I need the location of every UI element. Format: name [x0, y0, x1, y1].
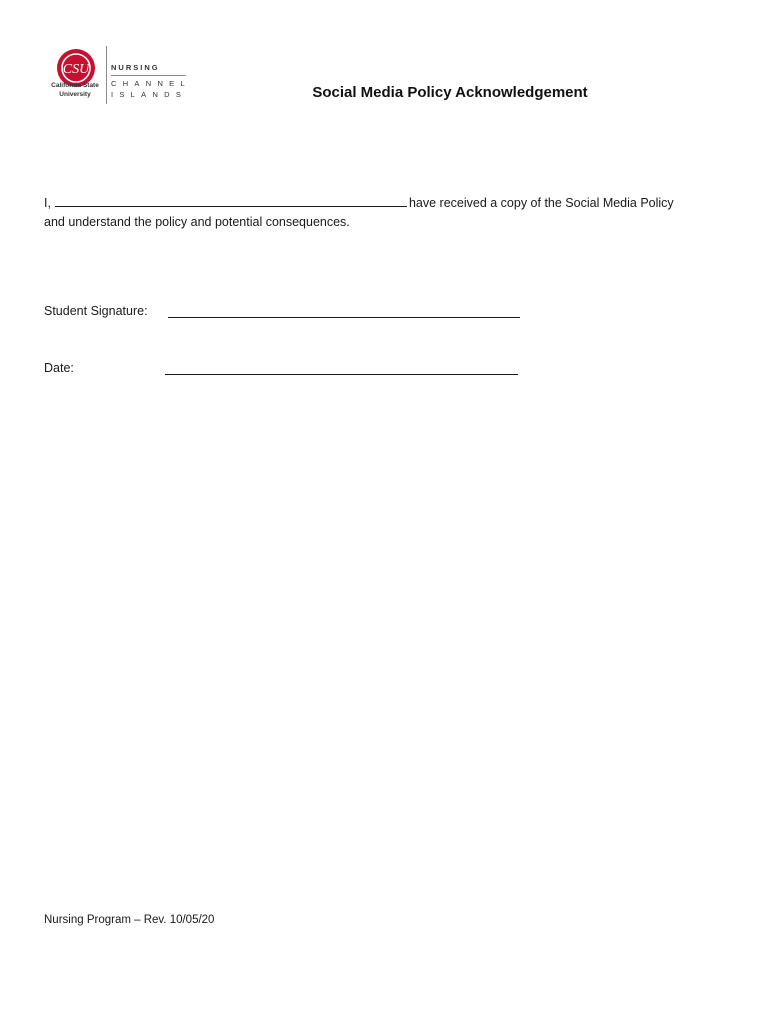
csuci-nursing-logo — [44, 44, 194, 116]
acknowledgement-statement-line2: and understand the policy and potential consequences. — [44, 215, 350, 229]
document-title: Social Media Policy Acknowledgement — [312, 84, 588, 101]
csu-seal-lettering: CSU — [62, 62, 90, 77]
csu-wordmark-line2: University — [59, 90, 91, 98]
student-name-blank[interactable] — [55, 195, 407, 207]
logo-channel-text: CHANNEL — [111, 79, 191, 88]
csu-wordmark-line1: California State — [51, 82, 99, 89]
date-line[interactable] — [165, 374, 518, 375]
logo-divider — [106, 46, 107, 104]
logo-islands-text: ISLANDS — [111, 90, 188, 99]
signature-line[interactable] — [168, 317, 520, 318]
acknowledgement-statement-line1 — [44, 195, 674, 210]
statement-suffix: have received a copy of the Social Media Policy — [408, 196, 674, 210]
logo-rule — [111, 75, 186, 76]
date-label: Date: — [44, 361, 74, 375]
statement-prefix: I, — [44, 196, 51, 210]
footer-revision: Nursing Program – Rev. 10/05/20 — [44, 914, 215, 926]
csu-wordmark — [44, 82, 106, 99]
signature-label: Student Signature: — [44, 304, 148, 318]
logo-nursing-text: NURSING — [111, 63, 160, 72]
